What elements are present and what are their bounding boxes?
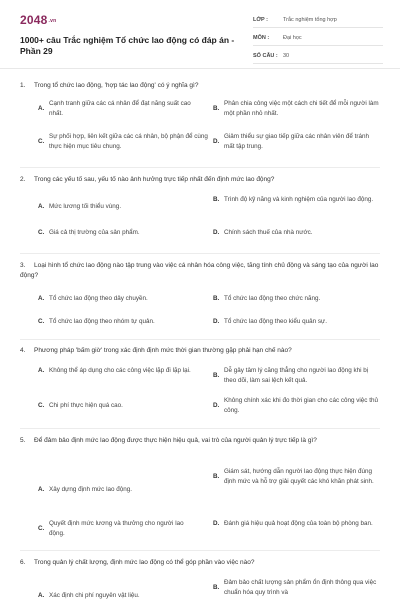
option-b[interactable] (213, 578, 380, 597)
meta-row-count (253, 48, 383, 64)
question-number: 6. (20, 559, 26, 566)
question-text (20, 261, 380, 281)
option-text: Xác định chi phí nguyên vật liệu. (49, 592, 140, 599)
question-text (20, 346, 380, 356)
option-a[interactable] (38, 99, 200, 118)
meta-value: Trắc nghiệm tổng hợp (283, 16, 337, 23)
option-letter: D. (213, 229, 220, 236)
option-text: Tổ chức lao động theo nhóm tự quản. (49, 318, 155, 325)
meta-label: LỚP : (253, 16, 268, 23)
option-text: Phân chia công việc một cách chi tiết để mỗi người làm một phần nhỏ nhất. (224, 100, 379, 117)
option-text: Trình độ kỹ năng và kinh nghiệm của người lao động. (224, 196, 374, 203)
option-letter: A. (38, 367, 45, 374)
page-title: 1000+ câu Trắc nghiệm Tổ chức lao động có đáp án - Phần 29 (20, 35, 235, 56)
question-body: Để đảm bảo định mức lao động được thực hiện hiệu quả, vai trò của người quản lý trực tiếp là gì? (34, 437, 317, 444)
option-letter: D. (213, 137, 220, 145)
option-b[interactable] (213, 294, 380, 304)
option-c[interactable] (38, 317, 200, 327)
option-letter: A. (38, 203, 45, 210)
meta-row-subject (253, 30, 383, 46)
option-text: Đảm bảo chất lượng sản phẩm ổn định thông qua việc chuẩn hóa quy trình và (224, 579, 377, 596)
option-letter: B. (213, 196, 220, 203)
option-letter: B. (213, 583, 220, 591)
question-body: Phương pháp 'bấm giờ' trong xác định định mức thời gian thường gặp phải hạn chế nào? (34, 347, 292, 354)
option-text: Đánh giá hiệu quả hoạt động của toàn bộ phòng ban. (224, 520, 373, 527)
divider (20, 167, 380, 168)
option-a[interactable] (38, 591, 200, 601)
option-a[interactable] (38, 202, 200, 212)
option-letter: C. (38, 137, 45, 145)
option-d[interactable] (213, 132, 380, 151)
option-a[interactable] (38, 294, 200, 304)
logo-text: 2048 (20, 13, 48, 27)
option-text: Tổ chức lao động theo dây chuyền. (49, 295, 148, 302)
option-b[interactable] (213, 195, 380, 205)
site-logo[interactable] (20, 13, 56, 27)
option-letter: A. (38, 295, 45, 302)
divider (20, 253, 380, 254)
question-text (20, 81, 380, 91)
question-body: Trong tổ chức lao động, 'hợp tác lao động' có ý nghĩa gì? (34, 82, 199, 89)
option-text: Quyết định mức lương và thưởng cho người lao động. (49, 520, 184, 537)
option-c[interactable] (38, 401, 200, 411)
option-text: Tổ chức lao động theo kiểu quân sự. (224, 318, 327, 325)
option-letter: C. (38, 229, 45, 236)
option-letter: D. (213, 520, 220, 527)
option-letter: C. (38, 402, 45, 409)
divider (20, 428, 380, 429)
divider (20, 339, 380, 340)
question-body: Loại hình tổ chức lao động nào tập trung vào việc cá nhân hóa công việc, tăng tính chủ động và sáng tạo của người lao động? (20, 262, 379, 279)
option-text: Chính sách thuế của nhà nước. (224, 229, 313, 236)
meta-value: 30 (283, 52, 290, 59)
question-body: Trong quản lý chất lượng, định mức lao động có thể góp phần vào việc nào? (34, 559, 255, 566)
meta-label: MÔN : (253, 34, 270, 41)
option-d[interactable] (213, 228, 380, 238)
option-text: Giá cả thị trường của sản phẩm. (49, 229, 140, 236)
option-letter: D. (213, 318, 220, 325)
option-text: Không chính xác khi đo thời gian cho các công việc thủ công. (224, 397, 378, 414)
option-b[interactable] (213, 467, 380, 486)
option-letter: A. (38, 486, 45, 493)
meta-label: SỐ CÂU : (253, 52, 278, 59)
option-d[interactable] (213, 317, 380, 327)
question-text (20, 436, 380, 446)
option-letter: B. (213, 104, 220, 112)
option-letter: A. (38, 592, 45, 599)
question-text (20, 175, 380, 185)
meta-info (253, 12, 383, 66)
option-b[interactable] (213, 99, 380, 118)
question-text (20, 558, 380, 568)
question-number: 4. (20, 347, 26, 354)
option-text: Không thể áp dụng cho các công việc lặp đi lặp lại. (49, 367, 191, 374)
question-number: 3. (20, 262, 26, 269)
meta-value: Đại học (283, 34, 302, 41)
option-a[interactable] (38, 485, 200, 495)
option-letter: B. (213, 472, 220, 480)
option-text: Dễ gây tâm lý căng thẳng cho người lao động khi bị theo dõi, làm sai lệch kết quả. (224, 367, 369, 384)
option-b[interactable] (213, 366, 380, 385)
option-c[interactable] (38, 519, 200, 538)
option-letter: C. (38, 524, 45, 532)
option-a[interactable] (38, 366, 203, 376)
option-letter: D. (213, 401, 220, 409)
question-number: 2. (20, 176, 26, 183)
option-c[interactable] (38, 228, 200, 238)
option-text: Xây dựng định mức lao động. (49, 486, 132, 493)
option-c[interactable] (38, 132, 213, 151)
option-text: Giám sát, hướng dẫn người lao động thực hiện đúng định mức và hỗ trợ giải quyết các khó khăn phát sinh. (224, 468, 374, 485)
option-d[interactable] (213, 396, 380, 415)
question-number: 1. (20, 82, 26, 89)
option-letter: A. (38, 104, 45, 112)
option-text: Chi phí thực hiện quá cao. (49, 402, 123, 409)
option-text: Cạnh tranh giữa các cá nhân để đạt năng suất cao nhất. (49, 100, 191, 117)
option-letter: B. (213, 295, 220, 302)
option-letter: B. (213, 371, 220, 379)
option-letter: C. (38, 318, 45, 325)
option-text: Giảm thiểu sự giao tiếp giữa các nhân viên để tránh mất tập trung. (224, 133, 369, 150)
question-body: Trong các yếu tố sau, yếu tố nào ảnh hưởng trực tiếp nhất đến định mức lao động? (34, 176, 275, 183)
option-text: Sự phối hợp, liên kết giữa các cá nhân, bộ phận để cùng thực hiện mục tiêu chung. (49, 133, 208, 150)
option-text: Mức lương tối thiểu vùng. (49, 203, 122, 210)
option-d[interactable] (213, 519, 380, 529)
meta-row-class (253, 12, 383, 28)
option-text: Tổ chức lao động theo chức năng. (224, 295, 321, 302)
divider (20, 550, 380, 551)
header (0, 0, 400, 69)
logo-suffix: .vn (48, 17, 57, 24)
question-number: 5. (20, 437, 26, 444)
